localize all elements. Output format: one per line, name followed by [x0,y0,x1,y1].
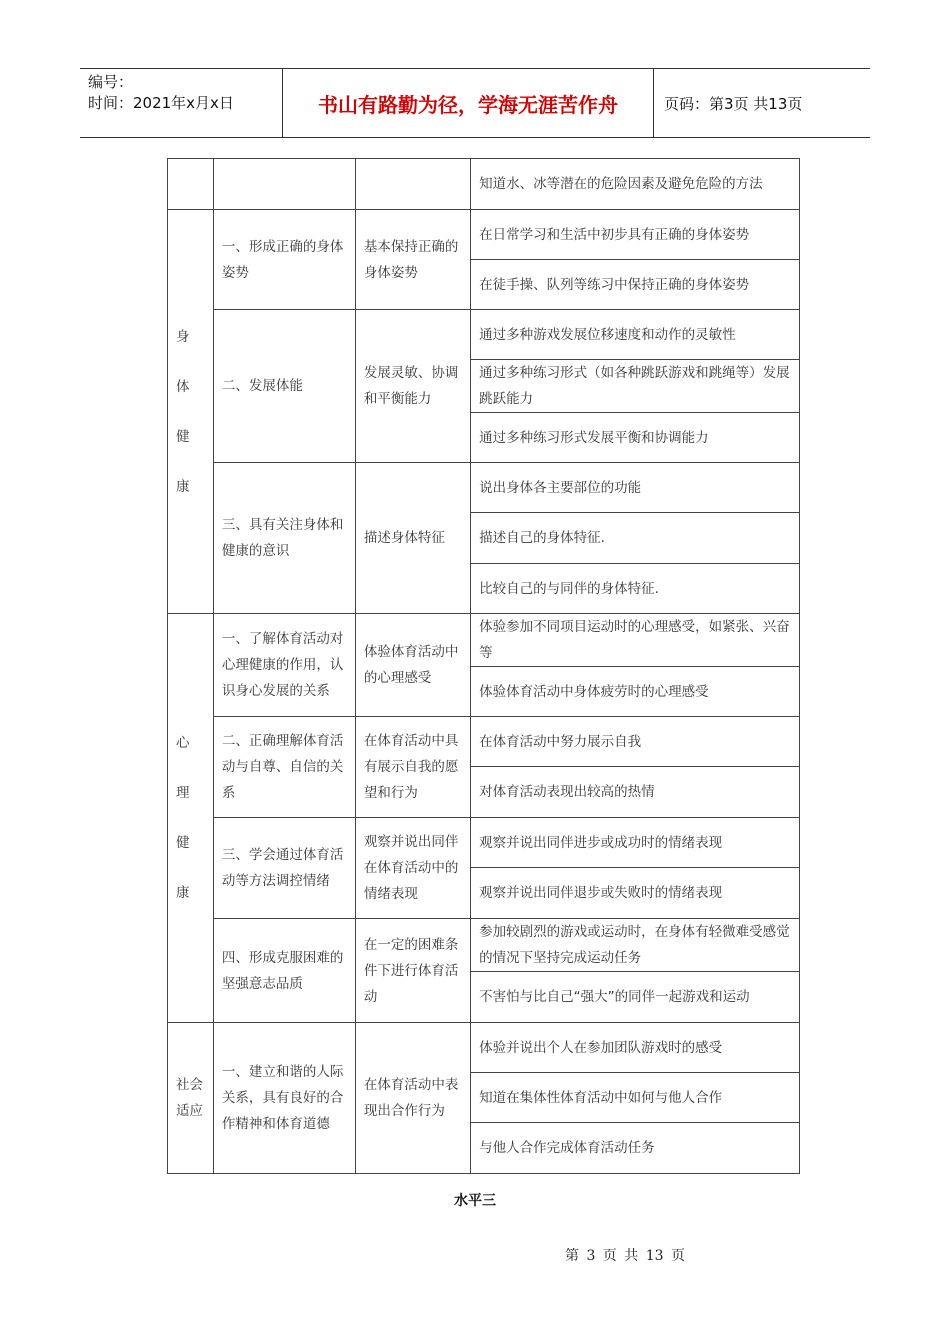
goal-cell: 四、形成克服困难的坚强意志品质 [213,919,355,1023]
goal-cell: 二、正确理解体育活动与自尊、自信的关系 [213,717,355,818]
goal-cell: 一、形成正确的身体姿势 [213,210,355,310]
content-cell: 描述自己的身体特征. [471,513,800,564]
content-cell: 在徒手操、队列等练习中保持正确的身体姿势 [471,260,800,310]
table-row [168,310,800,360]
content-cell: 通过多种练习形式发展平衡和协调能力 [471,413,800,463]
table-row [168,717,800,767]
header-page-code: 页码：第3页 共13页 [664,94,803,113]
content-cell: 体验体育活动中身体疲劳时的心理感受 [471,667,800,717]
domain-cell-social: 社会适应 [168,1023,214,1174]
number-label: 编号： [88,73,134,91]
content-cell: 与他人合作完成体育活动任务 [471,1123,800,1174]
objective-cell: 在一定的困难条件下进行体育活动 [355,919,470,1023]
content-cell: 对体育活动表现出较高的热情 [471,767,800,818]
domain-cell-physical: 身 体 健 康 [168,210,214,614]
content-cell: 参加较剧烈的游戏或运动时，在身体有轻微难受感觉的情况下坚持完成运动任务 [471,919,800,972]
table-cell [213,159,355,210]
content-cell: 比较自己的与同伴的身体特征. [471,564,800,614]
objective-cell: 在体育活动中具有展示自我的愿望和行为 [355,717,470,818]
objective-cell: 发展灵敏、协调和平衡能力 [355,310,470,463]
table-cell: 知道水、冰等潜在的危险因素及避免危险的方法 [471,159,800,210]
table-row [168,159,800,210]
content-cell: 体验并说出个人在参加团队游戏时的感受 [471,1023,800,1073]
time-label: 时间：2021年x月x日 [88,94,234,112]
header-motto: 书山有路勤为径，学海无涯苦作舟 [282,69,654,137]
content-cell: 通过多种练习形式（如各种跳跃游戏和跳绳等）发展跳跃能力 [471,360,800,413]
objective-cell: 基本保持正确的身体姿势 [355,210,470,310]
goal-cell: 三、学会通过体育活动等方法调控情绪 [213,818,355,919]
table-row [168,1023,800,1073]
objective-cell: 在体育活动中表现出合作行为 [355,1023,470,1174]
goal-cell: 一、了解体育活动对心理健康的作用，认识身心发展的关系 [213,614,355,717]
content-cell: 观察并说出同伴退步或失败时的情绪表现 [471,868,800,919]
content-cell: 在日常学习和生活中初步具有正确的身体姿势 [471,210,800,260]
content-cell: 体验参加不同项目运动时的心理感受，如紧张、兴奋等 [471,614,800,667]
table-row [168,210,800,260]
header-meta [80,69,282,137]
content-cell: 知道在集体性体育活动中如何与他人合作 [471,1073,800,1123]
table-row [168,919,800,972]
objective-cell: 观察并说出同伴在体育活动中的情绪表现 [355,818,470,919]
content-cell: 观察并说出同伴进步或成功时的情绪表现 [471,818,800,868]
goal-cell: 二、发展体能 [213,310,355,463]
table-row [168,463,800,513]
curriculum-table [167,158,800,1174]
objective-cell: 体验体育活动中的心理感受 [355,614,470,717]
content-cell: 说出身体各主要部位的功能 [471,463,800,513]
section-title: 水平三 [454,1193,496,1209]
content-cell: 在体育活动中努力展示自我 [471,717,800,767]
goal-cell: 一、建立和谐的人际关系，具有良好的合作精神和体育道德 [213,1023,355,1174]
content-cell: 不害怕与比自己“强大”的同伴一起游戏和运动 [471,972,800,1023]
table-row [168,614,800,667]
table-row [168,818,800,868]
content-cell: 通过多种游戏发展位移速度和动作的灵敏性 [471,310,800,360]
table-cell [168,159,214,210]
domain-cell-mental: 心 理 健 康 [168,614,214,1023]
objective-cell: 描述身体特征 [355,463,470,614]
page-footer: 第 3 页 共 13 页 [565,1248,685,1264]
goal-cell: 三、具有关注身体和健康的意识 [213,463,355,614]
table-cell [355,159,470,210]
page-header [80,68,870,138]
